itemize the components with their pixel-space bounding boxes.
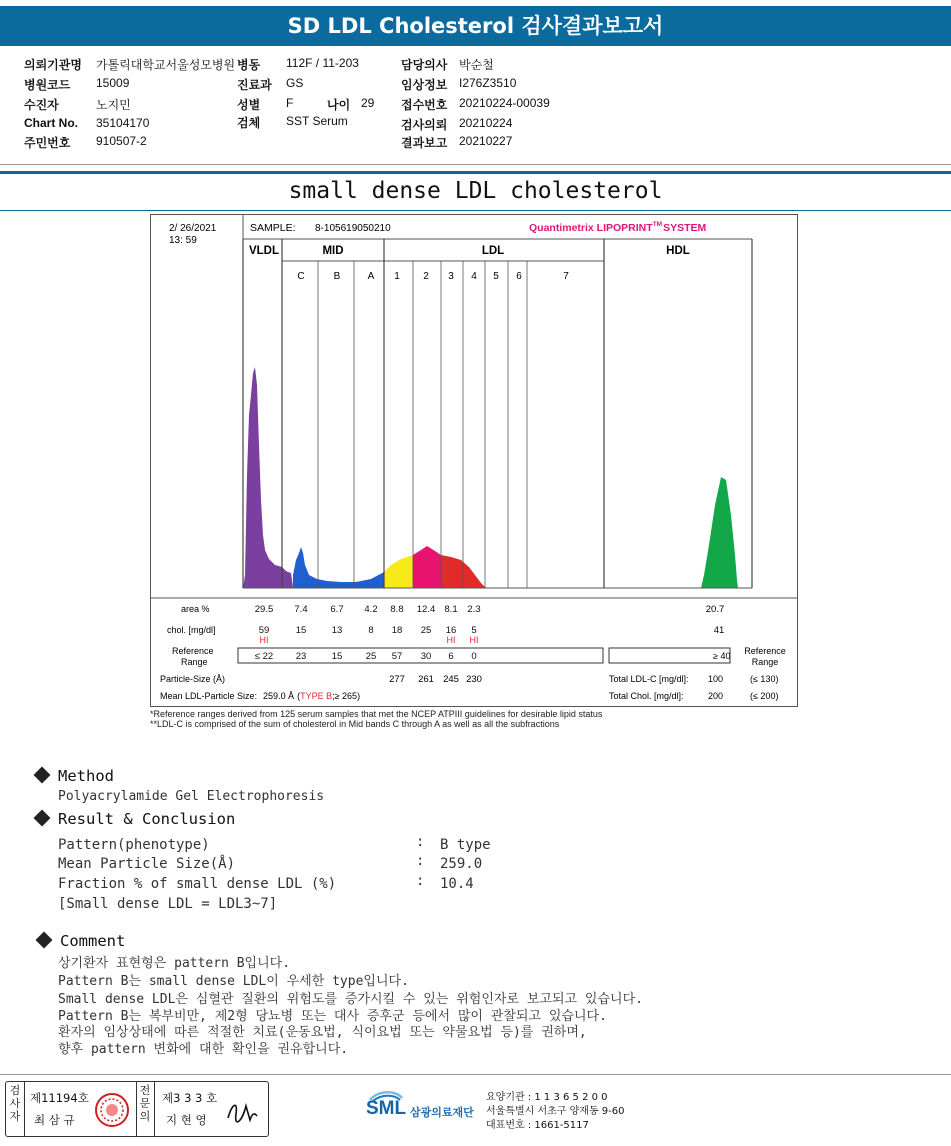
chol-hdl-value: 41 bbox=[713, 625, 725, 636]
area-value: 2.3 bbox=[467, 604, 481, 615]
request-label: 검사의뢰 bbox=[401, 118, 448, 132]
chart-no-label: Chart No. bbox=[24, 116, 78, 130]
curve-ldl2 bbox=[413, 546, 441, 588]
chart-time: 13: 59 bbox=[169, 235, 197, 246]
group-hdl: HDL bbox=[666, 245, 690, 257]
chol-value: 8 bbox=[368, 625, 374, 636]
org-line-3: 대표번호 : 1661-5117 bbox=[486, 1120, 589, 1131]
area-value: 7.4 bbox=[294, 604, 308, 615]
examiner-number: 제11194호 bbox=[30, 1091, 89, 1105]
sex-value: F bbox=[286, 96, 294, 110]
confirmer-role-label: 전 문 의 bbox=[139, 1084, 151, 1123]
comment-line-5: 환자의 임상상태에 따른 적절한 치료(운동요법, 식이요법 또는 약물요법 등)를 권하며, bbox=[58, 1025, 587, 1040]
area-value: 8.8 bbox=[390, 604, 404, 615]
mean-ref: ≥ 265 bbox=[334, 691, 358, 701]
org-line-1: 요양기관 : 1 1 3 6 5 2 0 0 bbox=[486, 1092, 608, 1103]
reference-value: 57 bbox=[391, 651, 403, 662]
receipt-value: 20210224-00039 bbox=[459, 96, 550, 110]
confirmer-number: 제3 3 3 호 bbox=[162, 1091, 218, 1105]
mean-type: TYPE B bbox=[300, 691, 333, 701]
reference-hdl-value: ≥ 40 bbox=[713, 651, 731, 661]
box-divider bbox=[136, 1082, 137, 1136]
hi-flag: HI bbox=[446, 635, 456, 645]
reference-value: 0 bbox=[471, 651, 477, 662]
footer-divider bbox=[0, 1074, 951, 1075]
result-label-pattern: Pattern(phenotype) bbox=[58, 837, 210, 853]
specimen-value: SST Serum bbox=[286, 114, 348, 128]
org-name: 삼광의료재단 bbox=[410, 1106, 474, 1119]
particle-size-value: 245 bbox=[443, 674, 459, 685]
chol-value: 25 bbox=[420, 625, 432, 636]
result-heading-text: Result & Conclusion bbox=[58, 810, 236, 828]
method-text: Polyacrylamide Gel Electrophoresis bbox=[58, 789, 325, 804]
row-label-reference: Reference bbox=[172, 646, 214, 656]
examinee-value: 노지민 bbox=[96, 98, 131, 112]
subband-c: C bbox=[297, 271, 305, 282]
reference-value: 6 bbox=[448, 651, 454, 662]
institution-value: 가톨릭대학교서울성모병원 bbox=[96, 58, 236, 72]
hi-flag: HI bbox=[469, 635, 479, 645]
mean-size-value: 259.0 Å bbox=[263, 691, 295, 701]
dept-label: 진료과 bbox=[237, 78, 272, 92]
subband-b: B bbox=[333, 271, 341, 282]
mean-size-line: Mean LDL-Particle Size: 259.0 Å (TYPE B;≥ 265) bbox=[160, 691, 361, 701]
diamond-bullet-icon bbox=[36, 932, 53, 949]
reference-value: 25 bbox=[365, 651, 377, 662]
lipoprint-svg bbox=[151, 215, 797, 706]
brand-suffix: SYSTEM bbox=[663, 222, 707, 234]
area-hdl-value: 20.7 bbox=[705, 604, 725, 615]
result-colon: : bbox=[416, 873, 425, 889]
subband-4: 4 bbox=[471, 271, 477, 282]
report-date-label: 결과보고 bbox=[401, 136, 448, 150]
reference-row bbox=[255, 651, 477, 662]
subband-7: 7 bbox=[563, 271, 569, 282]
group-vldl: VLDL bbox=[248, 245, 280, 257]
patient-info bbox=[0, 0, 951, 160]
reference-value: 23 bbox=[295, 651, 307, 662]
lipoprint-chart bbox=[150, 214, 798, 707]
chol-row bbox=[259, 625, 479, 645]
subband-5: 5 bbox=[493, 271, 499, 282]
dept-value: GS bbox=[286, 76, 304, 90]
row-label-particle: Particle-Size (Å) bbox=[160, 674, 226, 684]
reference-hdl-box bbox=[609, 648, 730, 663]
total-ldl-value: 100 bbox=[708, 674, 724, 684]
org-address bbox=[486, 1091, 625, 1133]
total-chol-value: 200 bbox=[708, 691, 724, 701]
electropherogram bbox=[243, 367, 752, 588]
org-logo bbox=[366, 1088, 478, 1128]
hospital-code-label: 병원코드 bbox=[24, 78, 71, 92]
area-row bbox=[255, 604, 481, 615]
comment-line-1: 상기환자 표현형은 pattern B입니다. bbox=[58, 956, 291, 971]
row-label-area: area % bbox=[181, 604, 210, 614]
brand-tm: TM bbox=[652, 221, 663, 228]
result-colon: : bbox=[416, 834, 425, 850]
hospital-code-value: 15009 bbox=[96, 76, 130, 90]
clinical-label: 임상정보 bbox=[401, 78, 448, 92]
id-value: 910507-2 bbox=[96, 134, 147, 148]
divider bbox=[0, 164, 951, 165]
brand-name: Quantimetrix LIPOPRINT bbox=[529, 222, 653, 234]
ward-label: 병동 bbox=[237, 58, 261, 72]
area-value: 8.1 bbox=[444, 604, 458, 615]
chol-value: 15 bbox=[295, 625, 307, 636]
comment-line-3: Small dense LDL은 심혈관 질환의 위험도를 증가시킬 수 있는 위험인자로 보고되고 있습니다. bbox=[58, 992, 643, 1007]
particle-row bbox=[389, 674, 482, 685]
doctor-value: 박순철 bbox=[459, 58, 494, 72]
total-ldl-ref: (≤ 130) bbox=[750, 674, 779, 684]
subband-6: 6 bbox=[516, 271, 522, 282]
result-colon: : bbox=[416, 853, 425, 869]
method-heading-text: Method bbox=[58, 767, 114, 785]
row-label-chol: chol. [mg/dl] bbox=[167, 625, 216, 635]
chol-value: 13 bbox=[331, 625, 343, 636]
footnote-2: **LDL-C is comprised of the sum of cholesterol in Mid bands C through A as well as all the subfractions bbox=[150, 719, 560, 729]
particle-size-value: 261 bbox=[418, 674, 434, 685]
result-value-fraction: 10.4 bbox=[440, 876, 474, 892]
sample-id: 8-105619050210 bbox=[315, 223, 391, 234]
area-value: 12.4 bbox=[416, 604, 436, 615]
particle-size-value: 277 bbox=[389, 674, 405, 685]
group-mid: MID bbox=[322, 245, 344, 257]
ward-value: 112F / 11-203 bbox=[286, 56, 359, 70]
diamond-bullet-icon bbox=[34, 810, 51, 827]
sml-logo-text: SML bbox=[366, 1098, 407, 1119]
total-chol-label: Total Chol. [mg/dl]: bbox=[609, 691, 684, 701]
comment-line-4: Pattern B는 복부비만, 제2형 당뇨병 또는 대사 증후군 등에서 많이 관찰되고 있습니다. bbox=[58, 1009, 607, 1024]
curve-hdl bbox=[701, 477, 738, 588]
area-value: 4.2 bbox=[364, 604, 378, 615]
age-value: 29 bbox=[361, 96, 375, 110]
receipt-label: 접수번호 bbox=[401, 98, 448, 112]
chol-value: 59 bbox=[258, 625, 270, 636]
doctor-label: 담당의사 bbox=[401, 58, 448, 72]
subband-3: 3 bbox=[448, 271, 454, 282]
examiner-seal-icon bbox=[94, 1092, 130, 1128]
row-label-range: Range bbox=[181, 657, 208, 667]
subband-a: A bbox=[367, 271, 375, 282]
institution-label: 의뢰기관명 bbox=[24, 58, 82, 72]
chart-no-value: 35104170 bbox=[96, 116, 150, 130]
mean-size-label: Mean LDL-Particle Size: bbox=[160, 691, 258, 701]
age-label: 나이 bbox=[327, 98, 351, 112]
brand-label bbox=[529, 221, 707, 234]
sex-label: 성별 bbox=[237, 98, 261, 112]
reference-value: 15 bbox=[331, 651, 343, 662]
comment-line-6: 향후 pattern 변화에 대한 확인을 권유합니다. bbox=[58, 1042, 349, 1057]
footnote-1: *Reference ranges derived from 125 serum samples that met the NCEP ATPIII guidelines for desirable lipid status bbox=[150, 709, 603, 719]
band-separators bbox=[243, 239, 752, 588]
diamond-bullet-icon bbox=[34, 767, 51, 784]
result-value-size: 259.0 bbox=[440, 856, 483, 872]
examinee-label: 수진자 bbox=[24, 98, 59, 112]
report-title: SD LDL Cholesterol 검사결과보고서 bbox=[287, 14, 664, 38]
result-note: [Small dense LDL = LDL3~7] bbox=[58, 896, 278, 912]
clinical-value: I276Z3510 bbox=[459, 76, 517, 90]
total-ldl-label: Total LDL-C [mg/dl]: bbox=[609, 674, 689, 684]
sample-label: SAMPLE: bbox=[250, 222, 296, 234]
result-heading bbox=[36, 810, 235, 828]
area-value: 29.5 bbox=[254, 604, 274, 615]
result-label-fraction: Fraction % of small dense LDL (%) bbox=[58, 876, 337, 892]
reference-side-1: Reference bbox=[744, 646, 786, 656]
curve-ldl1 bbox=[384, 555, 413, 588]
chol-value: 16 bbox=[445, 625, 457, 636]
curve-vldl bbox=[243, 367, 293, 588]
subband-1: 1 bbox=[394, 271, 400, 282]
specimen-label: 검체 bbox=[237, 116, 261, 130]
reference-value: ≤ 22 bbox=[254, 651, 274, 662]
reference-side-2: Range bbox=[751, 657, 779, 667]
examiner-role-label: 검 사 자 bbox=[9, 1084, 21, 1123]
examiner-name: 최 삼 규 bbox=[34, 1113, 75, 1127]
method-heading bbox=[36, 767, 114, 785]
signature-box bbox=[5, 1081, 269, 1137]
area-value: 6.7 bbox=[330, 604, 344, 615]
comment-heading bbox=[38, 932, 125, 950]
comment-line-2: Pattern B는 small dense LDL이 우세한 type입니다. bbox=[58, 974, 409, 989]
curve-mid bbox=[293, 547, 384, 588]
result-value-pattern: B type bbox=[440, 837, 491, 853]
curve-ldl3 bbox=[441, 555, 487, 588]
report-date-value: 20210227 bbox=[459, 134, 513, 148]
id-label: 주민번호 bbox=[24, 136, 71, 150]
confirmer-name: 지 현 영 bbox=[166, 1113, 207, 1127]
divider-blue bbox=[0, 171, 951, 174]
divider-blue-thin bbox=[0, 210, 951, 211]
reference-value: 30 bbox=[420, 651, 432, 662]
total-chol-ref: (≤ 200) bbox=[750, 691, 779, 701]
signature-scribble-icon bbox=[224, 1096, 260, 1126]
group-ldl: LDL bbox=[481, 245, 505, 257]
chol-value: 5 bbox=[471, 625, 477, 636]
request-value: 20210224 bbox=[459, 116, 513, 130]
section-subtitle: small dense LDL cholesterol bbox=[288, 178, 663, 204]
comment-heading-text: Comment bbox=[60, 932, 126, 950]
chart-date: 2/ 26/2021 bbox=[169, 223, 217, 234]
chol-value: 18 bbox=[391, 625, 403, 636]
particle-size-value: 230 bbox=[466, 674, 482, 685]
result-label-size: Mean Particle Size(Å) bbox=[58, 856, 236, 872]
box-divider bbox=[24, 1082, 25, 1136]
subband-2: 2 bbox=[423, 271, 429, 282]
box-divider bbox=[154, 1082, 155, 1136]
org-line-2: 서울특별시 서초구 양재동 9-60 bbox=[486, 1106, 625, 1117]
hi-flag: HI bbox=[259, 635, 269, 645]
